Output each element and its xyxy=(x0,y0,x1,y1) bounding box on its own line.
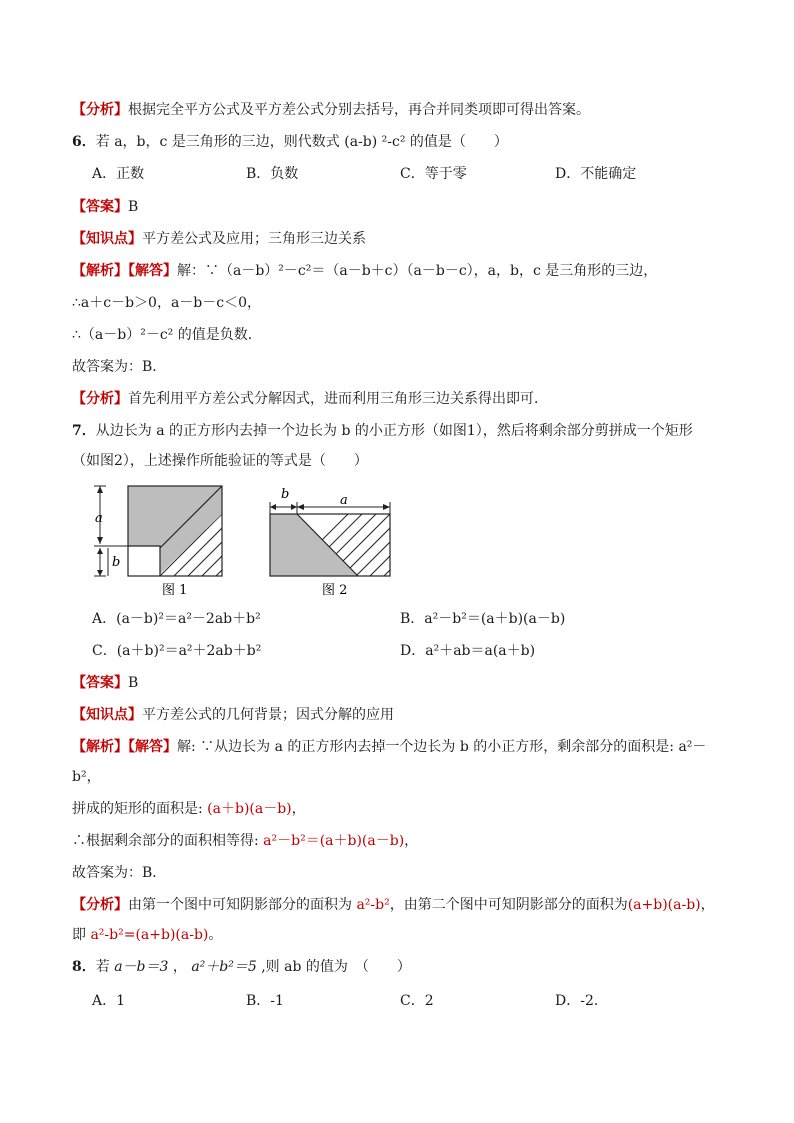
solution-line-2: b²， xyxy=(72,769,101,785)
knowledge-line: 【知识点】平方差公式的几何背景；因式分解的应用 xyxy=(72,707,394,723)
solution-line-4: 故答案为：B． xyxy=(72,359,167,375)
label-a: a xyxy=(95,511,103,526)
figure-2 xyxy=(270,487,406,598)
analysis-line: 【分析】首先利用平方差公式分解因式，进而利用三角形三边关系得出即可． xyxy=(72,391,548,407)
condition-1: a－b＝3 xyxy=(114,959,169,975)
option-c: C．(a＋b)²＝a²＋2ab＋b² xyxy=(92,643,262,659)
analysis-tag: 【分析】 xyxy=(72,102,128,118)
option-c: C．2 xyxy=(400,993,434,1009)
option-a: A．正数 xyxy=(92,166,145,182)
option-b: B．a²－b²＝(a＋b)(a－b) xyxy=(400,611,566,627)
option-a: A．(a－b)²＝a²－2ab＋b² xyxy=(92,611,261,627)
solution-line-4: ∴根据剩余部分的面积相等得: a²－b²＝(a＋b)(a－b)， xyxy=(72,833,419,849)
option-d: D．a²＋ab＝a(a＋b) xyxy=(400,643,536,659)
question-text: 若 a，b，c 是三角形的三边，则代数式 (a-b) ²-c² 的值是（ ） xyxy=(95,134,508,150)
condition-2: a²＋b²＝5 xyxy=(191,959,257,975)
answer-value: B xyxy=(128,199,139,215)
option-b: B．负数 xyxy=(246,166,299,182)
analysis-line-1: 【分析】由第一个图中可知阴影部分的面积为 a²-b²，由第二个图中可知阴影部分的面积为(a+b)(a-b)， xyxy=(72,897,715,913)
figure-2-caption: 图 2 xyxy=(322,583,348,598)
label-a: a xyxy=(340,493,348,508)
option-d: D．不能确定 xyxy=(555,166,637,182)
figure-1-caption: 图 1 xyxy=(162,583,188,598)
analysis-text: 根据完全平方公式及平方差公式分别去括号，再合并同类项即可得出答案。 xyxy=(128,102,590,118)
geometry-figure xyxy=(86,480,406,600)
question-number: 6． xyxy=(72,134,96,150)
solution-line-1: 【解析】【解答】解: ∵从边长为 a 的正方形内去掉一个边长为 b 的小正方形，剩余部分的面积是: a²－ xyxy=(72,739,707,755)
option-a: A．1 xyxy=(92,993,126,1009)
question-7-stem-1: 7．从边长为 a 的正方形内去掉一个边长为 b 的小正方形（如图1），然后将剩余部分剪拼成一个矩形 xyxy=(72,423,693,439)
solution-line-3: 拼成的矩形的面积是: (a＋b)(a－b)， xyxy=(72,801,306,817)
analysis-line-2: 即 a²-b²=(a+b)(a-b)。 xyxy=(72,927,223,943)
question-6-stem xyxy=(72,132,508,152)
option-b: B．-1 xyxy=(246,993,284,1009)
knowledge-line: 【知识点】平方差公式及应用；三角形三边关系 xyxy=(72,231,366,247)
option-c: C．等于零 xyxy=(400,166,467,182)
label-b: b xyxy=(112,555,121,570)
analysis-top-line xyxy=(72,100,590,120)
answer-line: 【答案】B xyxy=(72,675,139,691)
answer-value: B xyxy=(128,675,139,691)
solution-line-2: ∴a＋c－b＞0，a－b－c＜0， xyxy=(72,295,262,311)
question-7-stem-2: （如图2），上述操作所能验证的等式是（ ） xyxy=(72,453,368,469)
solution-line-5: 故答案为：B． xyxy=(72,865,167,881)
solution-line-1: 【解析】【解答】解：∵（a－b）²－c²＝（a－b＋c）（a－b－c），a，b，c 是三角形的三边， xyxy=(72,263,658,279)
answer-line: 【答案】B xyxy=(72,199,139,215)
label-b: b xyxy=(281,487,290,502)
solution-line-3: ∴（a－b）²－c² 的值是负数． xyxy=(72,327,262,343)
question-8-stem: 8．若 a－b＝3 ， a²＋b²＝5 ,则 ab 的值为 （ ） xyxy=(72,959,411,975)
option-d: D．-2． xyxy=(555,993,608,1009)
